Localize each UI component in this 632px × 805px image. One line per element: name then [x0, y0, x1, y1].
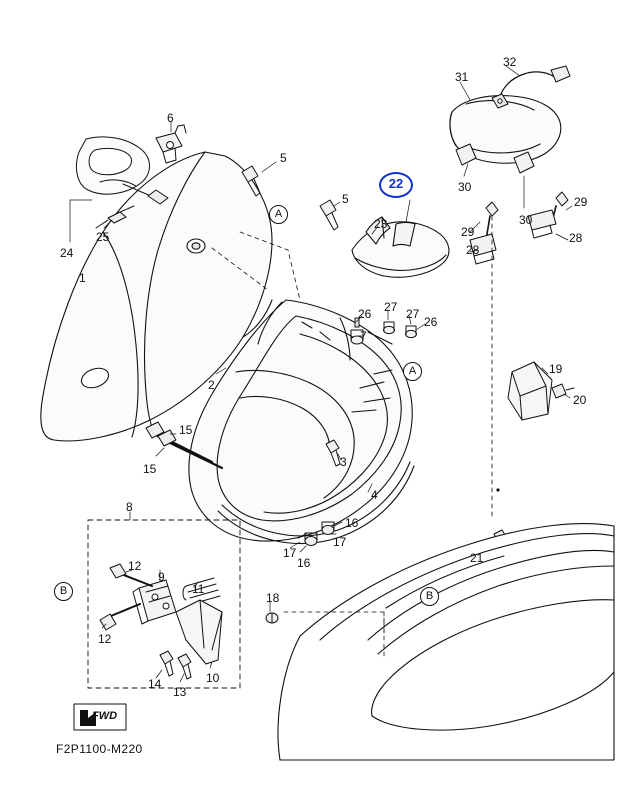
highlighted-part-number[interactable]: 22 — [379, 172, 413, 198]
callout-25: 25 — [96, 230, 110, 244]
callout-17b: 17 — [283, 546, 297, 560]
callout-29a: 29 — [461, 225, 475, 239]
callout-14: 14 — [148, 677, 162, 691]
ref-circle-b-right: B — [420, 587, 439, 606]
callout-10: 10 — [206, 671, 220, 685]
callout-12a: 12 — [128, 559, 142, 573]
callout-12b: 12 — [98, 632, 112, 646]
part-10-arm — [176, 600, 222, 664]
callout-30a: 30 — [458, 180, 472, 194]
callout-30b: 30 — [519, 213, 533, 227]
leader-5a — [262, 162, 276, 172]
leader-5b — [334, 202, 340, 206]
callout-15a: 15 — [179, 423, 193, 437]
callout-27b: 27 — [406, 307, 420, 321]
callout-13: 13 — [173, 685, 187, 699]
callout-9: 9 — [158, 570, 165, 584]
callout-32: 32 — [503, 55, 517, 69]
callout-16a: 16 — [345, 516, 359, 530]
callout-31: 31 — [455, 70, 469, 84]
callout-24: 24 — [60, 246, 74, 260]
callout-19: 19 — [549, 362, 563, 376]
callout-27a: 27 — [384, 300, 398, 314]
callout-21: 21 — [470, 551, 484, 565]
callout-28a: 28 — [466, 243, 480, 257]
callout-5b: 5 — [342, 192, 349, 206]
part-22-23-vent — [352, 217, 449, 277]
callout-16b: 16 — [297, 556, 311, 570]
callout-7: 7 — [360, 329, 367, 343]
callout-18: 18 — [266, 591, 280, 605]
diagram-code: F2P1100-M220 — [56, 742, 143, 756]
part-5-screw-b — [320, 200, 338, 230]
part-20-screw — [552, 384, 574, 398]
callout-26b: 26 — [424, 315, 438, 329]
callout-5a: 5 — [280, 151, 287, 165]
part-9-latch-body — [133, 580, 176, 624]
part-19-bracket — [508, 362, 552, 420]
callout-20: 20 — [573, 393, 587, 407]
part-13-14-screws — [160, 651, 191, 679]
callout-11: 11 — [192, 582, 205, 596]
callout-26a: 26 — [358, 307, 372, 321]
callout-1: 1 — [79, 271, 86, 285]
callout-17a: 17 — [333, 535, 347, 549]
leader-22 — [406, 200, 410, 222]
callout-29b: 29 — [574, 195, 588, 209]
callout-4: 4 — [371, 488, 378, 502]
callout-23: 23 — [374, 217, 388, 231]
callout-2: 2 — [208, 378, 215, 392]
ref-circle-a-top: A — [269, 205, 288, 224]
callout-3: 3 — [340, 455, 347, 469]
callout-15b: 15 — [143, 462, 157, 476]
fwd-label: FWD — [92, 710, 118, 722]
callout-6: 6 — [167, 111, 174, 125]
ref-circle-b-left: B — [54, 582, 73, 601]
callout-8: 8 — [126, 500, 133, 514]
part-18-plug — [266, 613, 278, 623]
callout-28b: 28 — [569, 231, 583, 245]
ref-circle-a-mid: A — [403, 362, 422, 381]
